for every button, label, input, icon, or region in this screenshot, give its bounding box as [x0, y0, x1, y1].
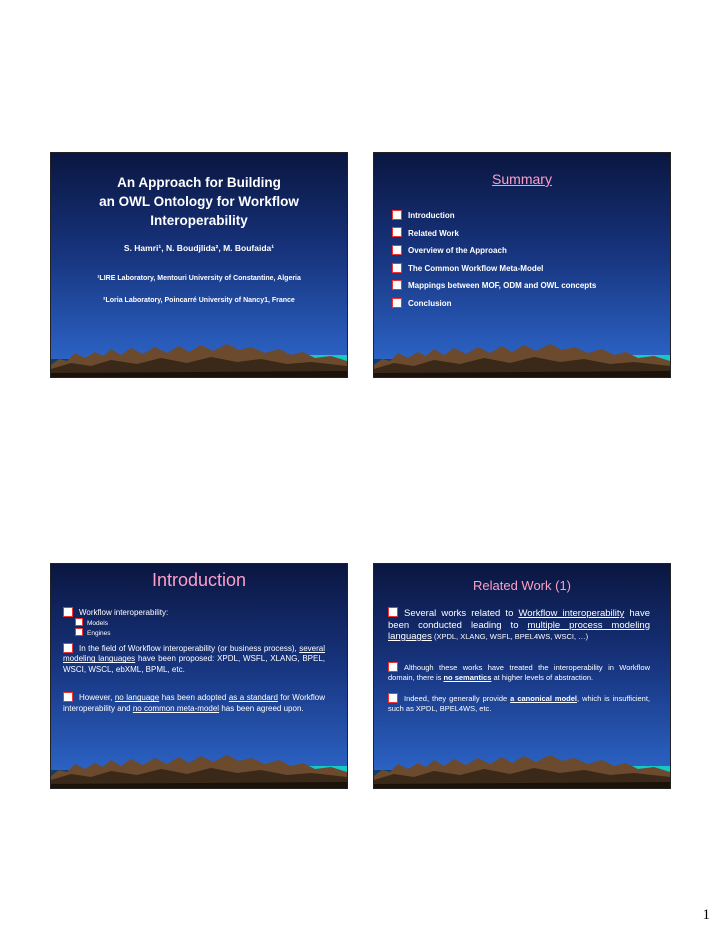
slide-heading: Summary: [492, 171, 552, 187]
underlined-text: no language: [114, 693, 160, 703]
item-label: Overview of the Approach: [408, 246, 507, 256]
bullet-text: Several works related to: [404, 608, 519, 619]
bullet-paragraph: [63, 608, 325, 619]
bullet-text: (XPDL, XLANG, WSFL, BPEL4WS, WSCI, …): [431, 632, 589, 641]
mountain-landscape: [51, 325, 347, 377]
bullet-text: , which is insufficient, such as XPDL, BPEL4WS, etc.: [388, 694, 651, 714]
mountain-landscape: [51, 736, 347, 788]
slide-heading: Related Work (1): [472, 578, 571, 593]
bullet-paragraph: [63, 644, 325, 676]
checkbox-bullet-icon: [388, 693, 398, 703]
bullet-text: have been proposed: XPDL, WSFL, XLANG, BPEL, WSCI, WSCL, ebXML, BPML, etc.: [63, 654, 326, 674]
presentation-title: [51, 173, 347, 230]
item-label: Related Work: [408, 228, 459, 238]
slide-introduction: [50, 563, 348, 789]
affiliation-1: ¹LIRE Laboratory, Mentouri University of Constantine, Algeria: [97, 275, 301, 282]
list-item: [392, 225, 596, 243]
list-item: [392, 277, 596, 295]
underlined-text: Workflow interoperability: [518, 608, 625, 619]
item-label: Mappings between MOF, ODM and OWL concepts: [408, 281, 597, 291]
sub-bullet: [63, 619, 325, 629]
page-number: 1: [702, 907, 710, 923]
list-item: [392, 260, 596, 278]
underlined-text: several modeling languages: [63, 643, 325, 664]
slide-heading: Introduction: [151, 570, 247, 590]
underlined-text: no semantics: [443, 672, 492, 682]
bullet-text: Workflow interoperability:: [79, 608, 169, 618]
bullet-text: Engines: [87, 629, 111, 637]
checkbox-bullet-icon: [75, 628, 83, 636]
sub-bullet: [63, 629, 325, 639]
bullet-text: has been adopted: [159, 693, 229, 703]
summary-list: [392, 207, 596, 313]
bullet-text: In the field of Workflow interoperability (or business process),: [79, 643, 300, 653]
item-label: Introduction: [408, 211, 455, 220]
checkbox-bullet-icon: [63, 692, 73, 702]
mountain-landscape: [374, 736, 670, 788]
list-item: [392, 242, 596, 260]
checkbox-bullet-icon: [392, 280, 402, 290]
checkbox-bullet-icon: [388, 607, 398, 617]
checkbox-bullet-icon: [388, 662, 398, 672]
checkbox-bullet-icon: [392, 210, 402, 220]
bullet-text: have been conducted leading to: [388, 608, 651, 631]
list-item: [392, 295, 596, 313]
title-line: Interoperability: [150, 213, 248, 228]
affiliation-2: ²Loria Laboratory, Poincarré University of Nancy1, France: [103, 297, 295, 304]
item-label: Conclusion: [408, 298, 452, 308]
bullet-text: Although these works have treated the interoperability in Workflow domain, there is: [388, 662, 650, 682]
underlined-text: a canonical model: [510, 694, 577, 704]
checkbox-bullet-icon: [392, 263, 402, 273]
underlined-text: no common meta-model: [132, 703, 220, 713]
bullet-text: for Workflow interoperability and: [63, 693, 325, 713]
bullet-text: However,: [79, 693, 115, 703]
slide-title: [50, 152, 348, 378]
slide-body: [63, 608, 325, 714]
authors: S. Hamri¹, N. Boudjlida², M. Boufaida¹: [123, 243, 275, 253]
bullet-paragraph: [63, 693, 325, 714]
slide-related-work: [373, 563, 671, 789]
bullet-paragraph: [388, 608, 650, 643]
list-item: [392, 207, 596, 225]
slide-body: [388, 608, 650, 714]
underlined-text: as a standard: [228, 693, 278, 703]
checkbox-bullet-icon: [392, 298, 402, 308]
title-line: An Approach for Building: [117, 175, 281, 190]
bullet-paragraph: [388, 694, 650, 714]
checkbox-bullet-icon: [63, 607, 73, 617]
item-label: The Common Workflow Meta-Model: [408, 263, 544, 273]
checkbox-bullet-icon: [63, 643, 73, 653]
slide-summary: [373, 152, 671, 378]
bullet-text: Indeed, they generally provide: [404, 694, 511, 704]
bullet-paragraph: [388, 663, 650, 683]
mountain-landscape: [374, 325, 670, 377]
bullet-text: has been agreed upon.: [219, 703, 304, 713]
title-line: an OWL Ontology for Workflow: [99, 194, 299, 209]
underlined-text: multiple process modeling languages: [388, 619, 650, 642]
checkbox-bullet-icon: [75, 618, 83, 626]
bullet-text: Models: [87, 619, 108, 627]
checkbox-bullet-icon: [392, 227, 402, 237]
checkbox-bullet-icon: [392, 245, 402, 255]
bullet-text: at higher levels of abstraction.: [491, 672, 594, 682]
